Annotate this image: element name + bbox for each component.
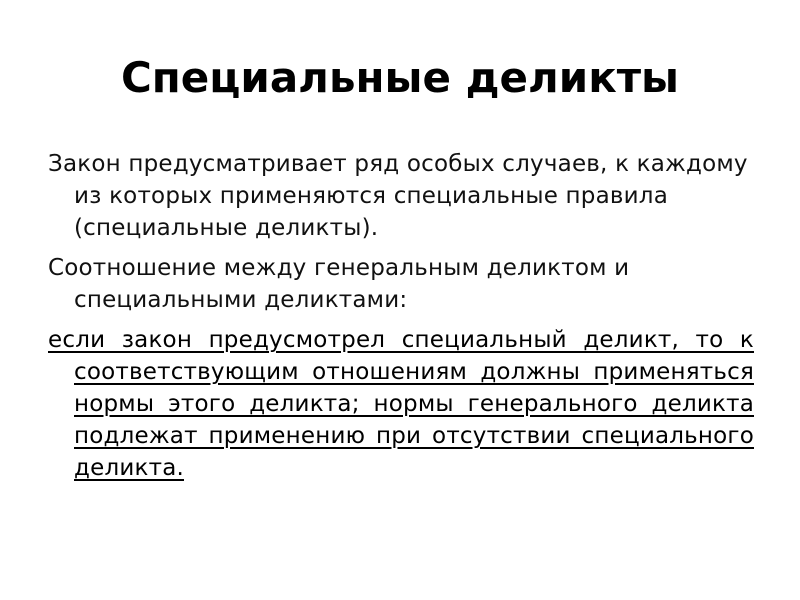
paragraph-special-delicts-definition: Закон предусматривает ряд особых случаев, к каждому из которых применяются специальные правила (специальные деликты). (48, 151, 748, 241)
slide-body (48, 148, 754, 492)
slide-title: Специальные деликты (120, 53, 680, 102)
paragraph-relation-heading: Соотношение между генеральным деликтом и специальными деликтами: (48, 255, 630, 313)
paragraph-relation-rule: если закон предусмотрел специальный деликт, то к соответствующим отношениям должны применяться нормы этого деликта; нормы генерального деликта подлежат применению при отсутствии специального деликта. (48, 327, 754, 481)
